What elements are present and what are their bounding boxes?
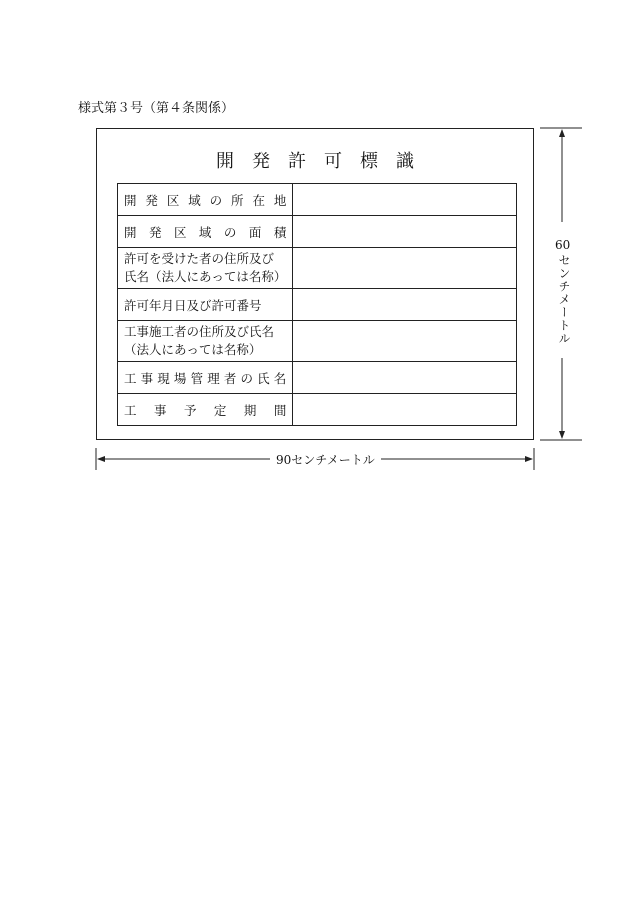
height-arrow-bottom xyxy=(559,431,565,439)
row-label: 許可年月日及び許可番号 xyxy=(118,289,293,321)
width-dimension-label: 90センチメートル xyxy=(270,451,381,468)
row-label-text: 開 発 区 域 の 所 在 地 xyxy=(124,192,287,208)
row-label-text: 工 事 予 定 期 間 xyxy=(124,402,287,418)
row-label-text: 開 発 区 域 の 面 積 xyxy=(124,224,287,240)
height-dimension-number: 60 xyxy=(555,238,571,252)
width-arrow-left xyxy=(97,456,105,462)
height-dimension-unit: センチメートル xyxy=(557,254,571,345)
sign-title: 開発許可標識 xyxy=(216,151,432,172)
form-number-label: 様式第３号（第４条関係） xyxy=(78,101,235,116)
row-label: 工事施工者の住所及び氏名 （法人にあっては名称） xyxy=(118,321,293,362)
row-label: 許可を受けた者の住所及び 氏名（法人にあっては名称） xyxy=(118,248,293,289)
width-arrow-right xyxy=(525,456,533,462)
row-label-text: 工 事 現 場 管 理 者 の 氏 名 xyxy=(124,370,287,386)
height-arrow-top xyxy=(559,129,565,137)
